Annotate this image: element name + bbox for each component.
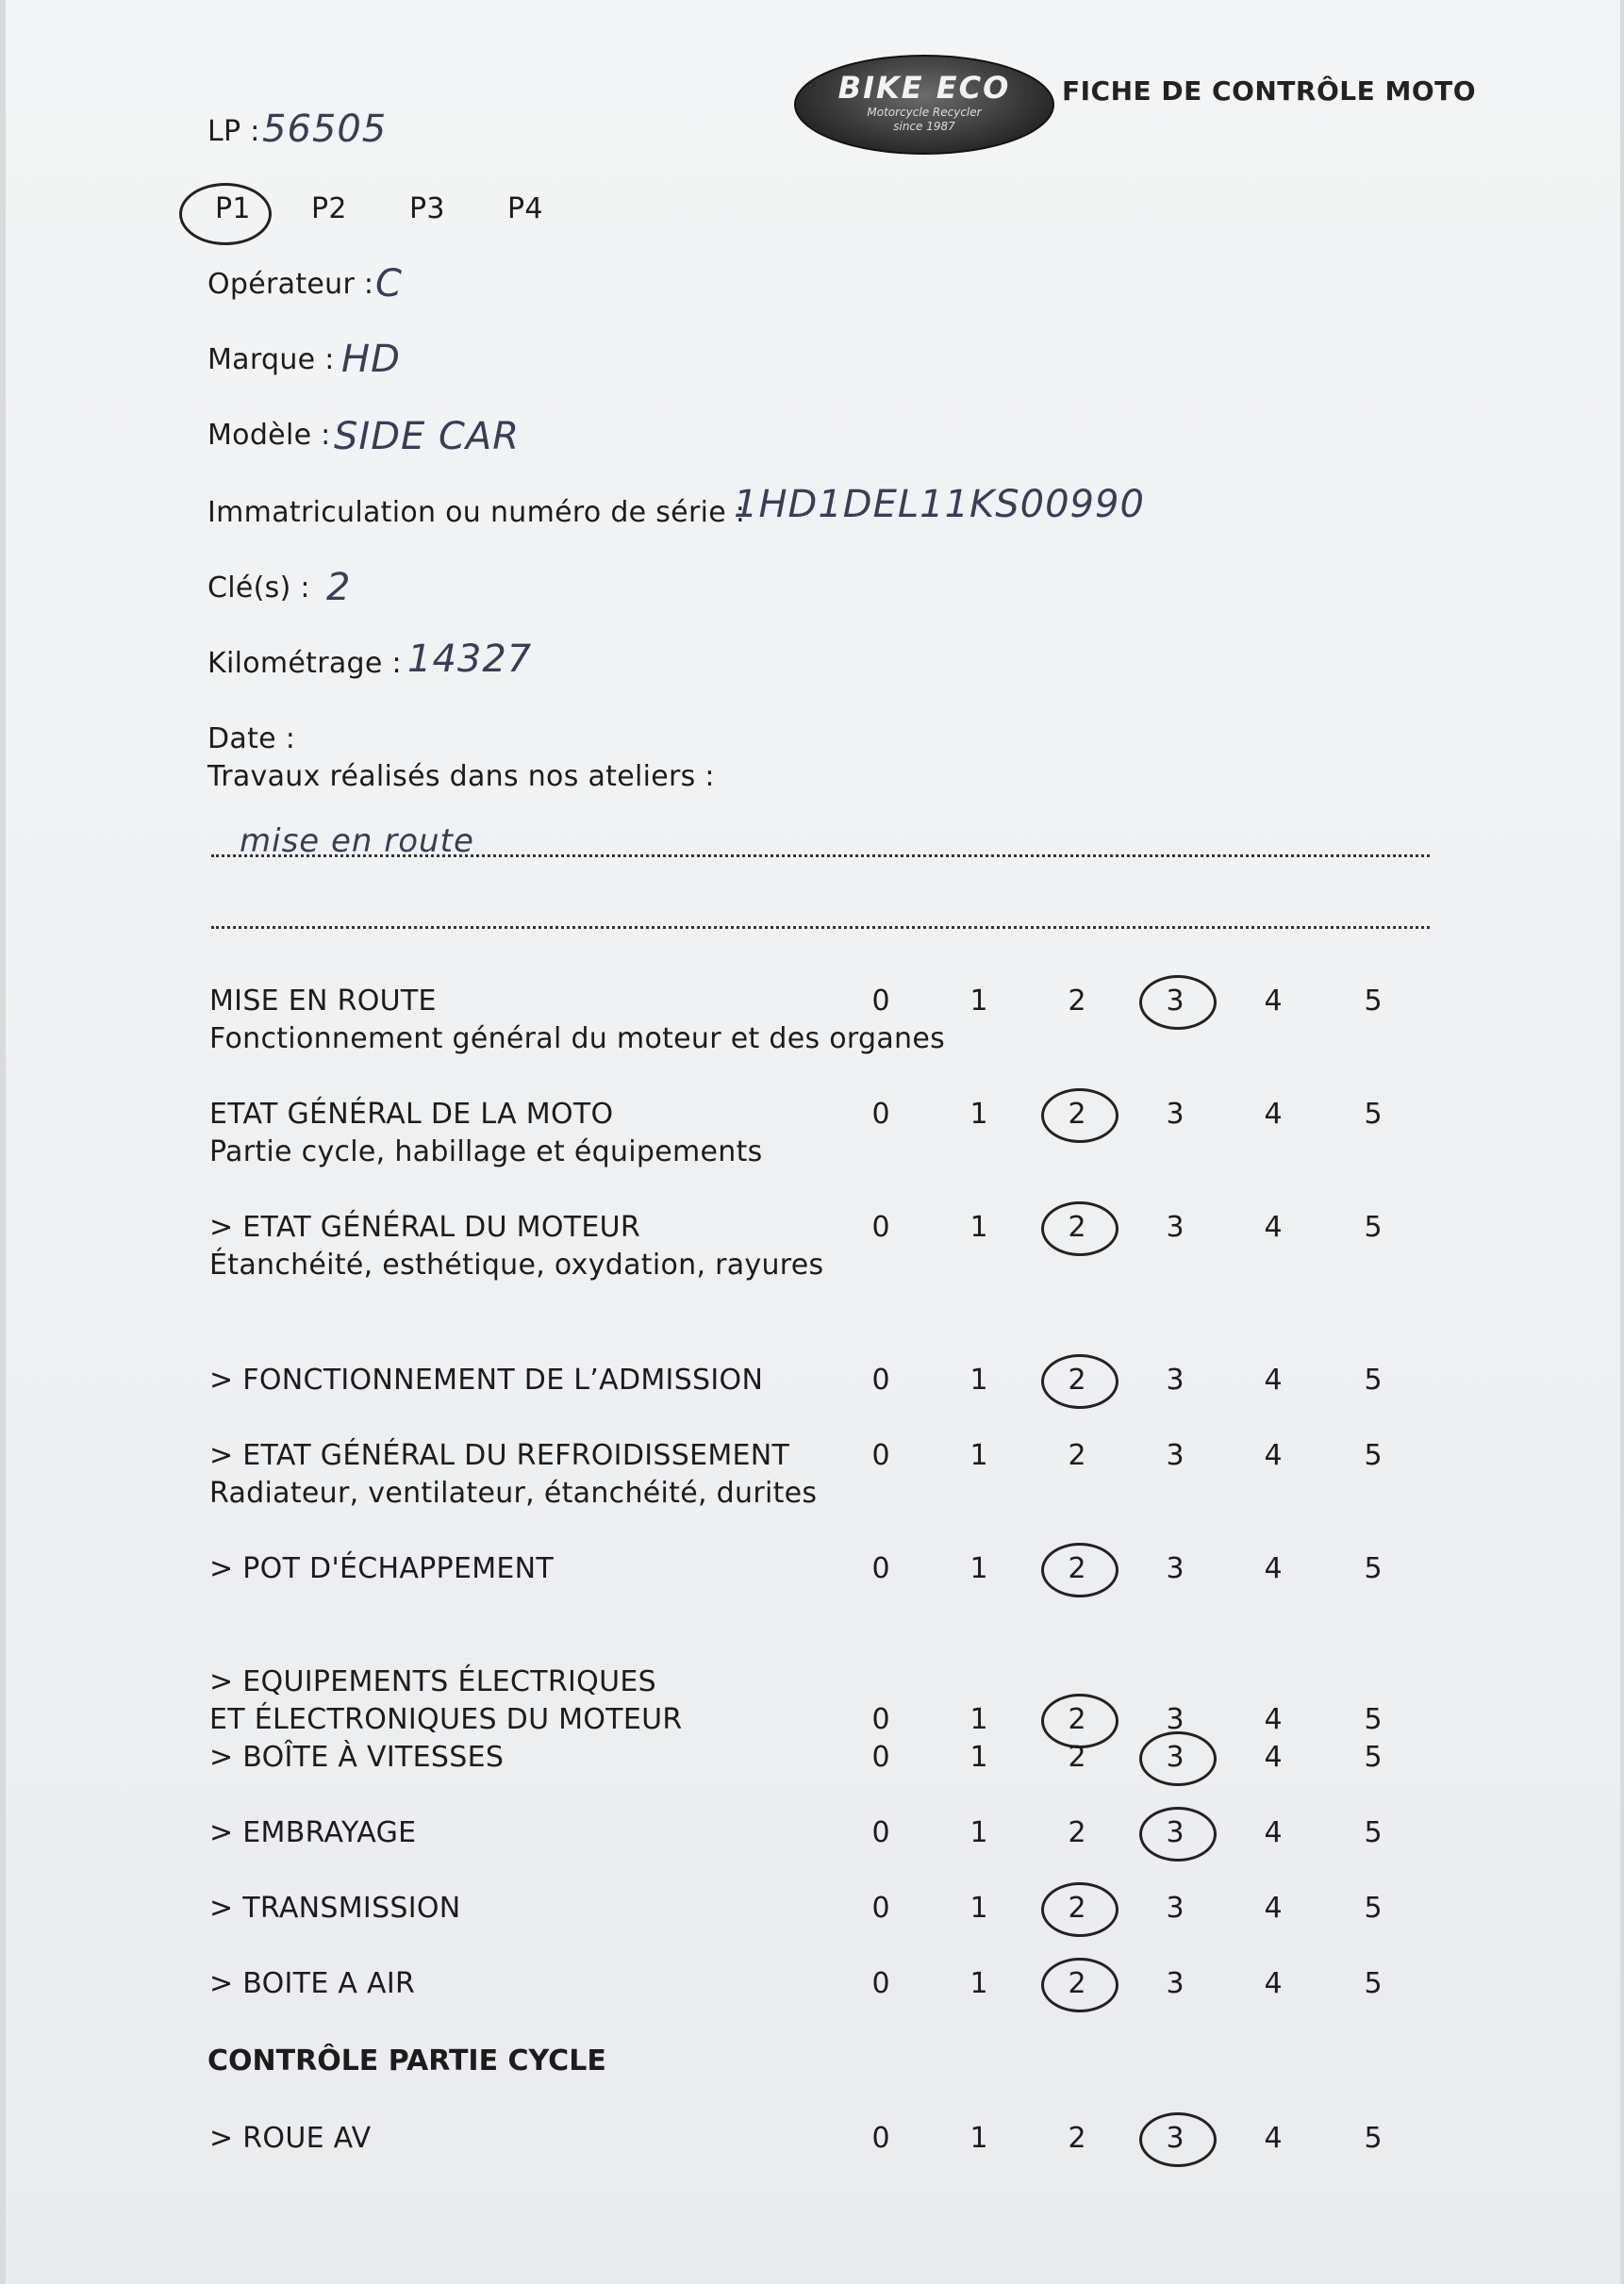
cycle-rating-score-option-1[interactable]: 1 [969, 2122, 988, 2155]
cycle-rating-score-option-2[interactable]: 2 [1068, 2122, 1086, 2155]
position-p2[interactable]: P2 [311, 192, 347, 225]
rating-score-option-5[interactable]: 5 [1364, 1098, 1383, 1131]
rating-subtitle: Étanchéité, esthétique, oxydation, rayures [209, 1249, 824, 1282]
rating-score-option-1[interactable]: 1 [969, 1816, 988, 1849]
rating-subtitle: ET ÉLECTRONIQUES DU MOTEUR [209, 1703, 683, 1736]
rating-score-option-3[interactable]: 3 [1166, 1703, 1185, 1736]
rating-title: MISE EN ROUTE [209, 985, 437, 1018]
modele-value[interactable]: SIDE CAR [334, 415, 521, 458]
rating-score-option-2[interactable]: 2 [1068, 1892, 1086, 1925]
lp-value[interactable]: 56505 [262, 108, 388, 151]
rating-title: > BOÎTE À VITESSES [209, 1741, 505, 1774]
bike-eco-logo [794, 55, 1054, 155]
rating-score-option-5[interactable]: 5 [1364, 1552, 1383, 1585]
rating-score-circle [1139, 975, 1217, 1030]
travaux-line-2 [211, 926, 1430, 929]
position-p1[interactable]: P1 [215, 192, 251, 225]
marque-value[interactable]: HD [341, 338, 401, 381]
rating-title: > ETAT GÉNÉRAL DU MOTEUR [209, 1211, 641, 1244]
rating-subtitle: Partie cycle, habillage et équipements [209, 1135, 763, 1168]
rating-score-circle [1041, 1882, 1119, 1937]
rating-score-option-5[interactable]: 5 [1364, 1816, 1383, 1849]
rating-score-option-0[interactable]: 0 [871, 985, 890, 1018]
operateur-label: Opérateur : [207, 268, 374, 301]
rating-score-option-2[interactable]: 2 [1068, 1967, 1086, 2000]
rating-score-option-2[interactable]: 2 [1068, 1741, 1086, 1774]
form-sheet [6, 0, 1620, 2284]
immat-label: Immatriculation ou numéro de série : [207, 496, 746, 529]
rating-score-option-4[interactable]: 4 [1264, 1816, 1283, 1849]
rating-score-circle [1041, 1354, 1119, 1409]
rating-score-option-3[interactable]: 3 [1166, 1552, 1185, 1585]
cycle-rating-score-option-5[interactable]: 5 [1364, 2122, 1383, 2155]
logo-since: since 1987 [893, 120, 955, 133]
rating-score-option-1[interactable]: 1 [969, 1439, 988, 1472]
rating-title: > BOITE A AIR [209, 1967, 416, 2000]
rating-score-option-0[interactable]: 0 [871, 1552, 890, 1585]
rating-score-option-0[interactable]: 0 [871, 1364, 890, 1397]
operateur-value[interactable]: C [375, 262, 403, 306]
rating-score-option-1[interactable]: 1 [969, 1552, 988, 1585]
rating-score-option-1[interactable]: 1 [969, 1703, 988, 1736]
section-partie-cycle: CONTRÔLE PARTIE CYCLE [207, 2044, 606, 2077]
modele-label: Modèle : [207, 419, 331, 452]
position-p3[interactable]: P3 [409, 192, 445, 225]
logo-text: BIKE ECO [837, 70, 1011, 106]
rating-score-option-3[interactable]: 3 [1166, 1098, 1185, 1131]
rating-score-option-0[interactable]: 0 [871, 1816, 890, 1849]
travaux-value[interactable]: mise en route [240, 822, 474, 860]
rating-score-circle [1041, 1201, 1119, 1256]
rating-subtitle: Fonctionnement général du moteur et des organes [209, 1022, 946, 1055]
rating-score-option-4[interactable]: 4 [1264, 1098, 1283, 1131]
rating-score-option-1[interactable]: 1 [969, 1098, 988, 1131]
rating-score-option-2[interactable]: 2 [1068, 985, 1086, 1018]
rating-score-option-0[interactable]: 0 [871, 1439, 890, 1472]
cycle-rating-score-option-0[interactable]: 0 [871, 2122, 890, 2155]
rating-score-option-2[interactable]: 2 [1068, 1816, 1086, 1849]
rating-score-option-3[interactable]: 3 [1166, 1741, 1185, 1774]
rating-title: > FONCTIONNEMENT DE L’ADMISSION [209, 1364, 764, 1397]
lp-label: LP : [207, 115, 260, 148]
travaux-line-1 [211, 854, 1430, 857]
rating-title: > EMBRAYAGE [209, 1816, 417, 1849]
rating-score-option-2[interactable]: 2 [1068, 1439, 1086, 1472]
rating-score-option-4[interactable]: 4 [1264, 1703, 1283, 1736]
rating-score-option-0[interactable]: 0 [871, 1741, 890, 1774]
cles-value[interactable]: 2 [326, 566, 352, 609]
rating-score-option-3[interactable]: 3 [1166, 1364, 1185, 1397]
rating-score-option-2[interactable]: 2 [1068, 1211, 1086, 1244]
position-p4[interactable]: P4 [507, 192, 543, 225]
rating-score-option-0[interactable]: 0 [871, 1098, 890, 1131]
rating-score-option-4[interactable]: 4 [1264, 985, 1283, 1018]
rating-score-option-1[interactable]: 1 [969, 1211, 988, 1244]
km-label: Kilométrage : [207, 647, 402, 680]
position-p1-circle [179, 183, 272, 245]
cles-label: Clé(s) : [207, 571, 310, 604]
cycle-rating-title: > ROUE AV [209, 2122, 372, 2155]
rating-score-option-3[interactable]: 3 [1166, 1211, 1185, 1244]
rating-score-option-1[interactable]: 1 [969, 1967, 988, 2000]
rating-score-option-5[interactable]: 5 [1364, 1211, 1383, 1244]
rating-score-circle [1041, 1543, 1119, 1597]
rating-score-option-0[interactable]: 0 [871, 1211, 890, 1244]
date-label: Date : [207, 722, 296, 755]
travaux-label: Travaux réalisés dans nos ateliers : [207, 760, 715, 793]
rating-score-option-5[interactable]: 5 [1364, 1967, 1383, 2000]
rating-score-option-4[interactable]: 4 [1264, 1552, 1283, 1585]
rating-score-option-5[interactable]: 5 [1364, 1703, 1383, 1736]
form-title: FICHE DE CONTRÔLE MOTO [1062, 75, 1477, 107]
rating-score-option-2[interactable]: 2 [1068, 1703, 1086, 1736]
rating-score-option-5[interactable]: 5 [1364, 1439, 1383, 1472]
rating-score-option-3[interactable]: 3 [1166, 985, 1185, 1018]
rating-score-option-0[interactable]: 0 [871, 1967, 890, 2000]
rating-subtitle: Radiateur, ventilateur, étanchéité, durites [209, 1477, 818, 1510]
cycle-rating-score-option-3[interactable]: 3 [1166, 2122, 1185, 2155]
rating-title: > POT D'ÉCHAPPEMENT [209, 1552, 555, 1585]
rating-score-option-2[interactable]: 2 [1068, 1552, 1086, 1585]
rating-score-option-5[interactable]: 5 [1364, 1892, 1383, 1925]
rating-score-option-0[interactable]: 0 [871, 1892, 890, 1925]
rating-score-option-1[interactable]: 1 [969, 1892, 988, 1925]
rating-score-circle [1041, 1958, 1119, 2012]
rating-score-option-3[interactable]: 3 [1166, 1967, 1185, 2000]
rating-score-option-5[interactable]: 5 [1364, 1741, 1383, 1774]
rating-score-option-0[interactable]: 0 [871, 1703, 890, 1736]
logo-tagline: Motorcycle Recycler [867, 106, 982, 119]
rating-title: > TRANSMISSION [209, 1892, 461, 1925]
rating-score-option-3[interactable]: 3 [1166, 1892, 1185, 1925]
rating-score-option-1[interactable]: 1 [969, 1364, 988, 1397]
rating-score-option-5[interactable]: 5 [1364, 1364, 1383, 1397]
rating-score-option-2[interactable]: 2 [1068, 1098, 1086, 1131]
rating-score-option-4[interactable]: 4 [1264, 1211, 1283, 1244]
rating-title: > ETAT GÉNÉRAL DU REFROIDISSEMENT [209, 1439, 790, 1472]
rating-title: ETAT GÉNÉRAL DE LA MOTO [209, 1098, 614, 1131]
marque-label: Marque : [207, 343, 335, 376]
immat-value[interactable]: 1HD1DEL11KS00990 [734, 483, 1145, 526]
rating-score-circle [1139, 1807, 1217, 1862]
rating-score-option-4[interactable]: 4 [1264, 1439, 1283, 1472]
rating-score-option-1[interactable]: 1 [969, 985, 988, 1018]
cycle-rating-score-circle [1139, 2112, 1217, 2167]
rating-score-circle [1041, 1088, 1119, 1143]
km-value[interactable]: 14327 [407, 637, 533, 681]
rating-score-option-3[interactable]: 3 [1166, 1439, 1185, 1472]
rating-score-option-3[interactable]: 3 [1166, 1816, 1185, 1849]
rating-title: > EQUIPEMENTS ÉLECTRIQUES [209, 1665, 656, 1698]
rating-score-option-1[interactable]: 1 [969, 1741, 988, 1774]
rating-score-option-2[interactable]: 2 [1068, 1364, 1086, 1397]
rating-score-option-4[interactable]: 4 [1264, 1364, 1283, 1397]
rating-score-option-4[interactable]: 4 [1264, 1892, 1283, 1925]
cycle-rating-score-option-4[interactable]: 4 [1264, 2122, 1283, 2155]
rating-score-option-5[interactable]: 5 [1364, 985, 1383, 1018]
rating-score-circle [1139, 1731, 1217, 1786]
rating-score-option-4[interactable]: 4 [1264, 1967, 1283, 2000]
rating-score-option-4[interactable]: 4 [1264, 1741, 1283, 1774]
